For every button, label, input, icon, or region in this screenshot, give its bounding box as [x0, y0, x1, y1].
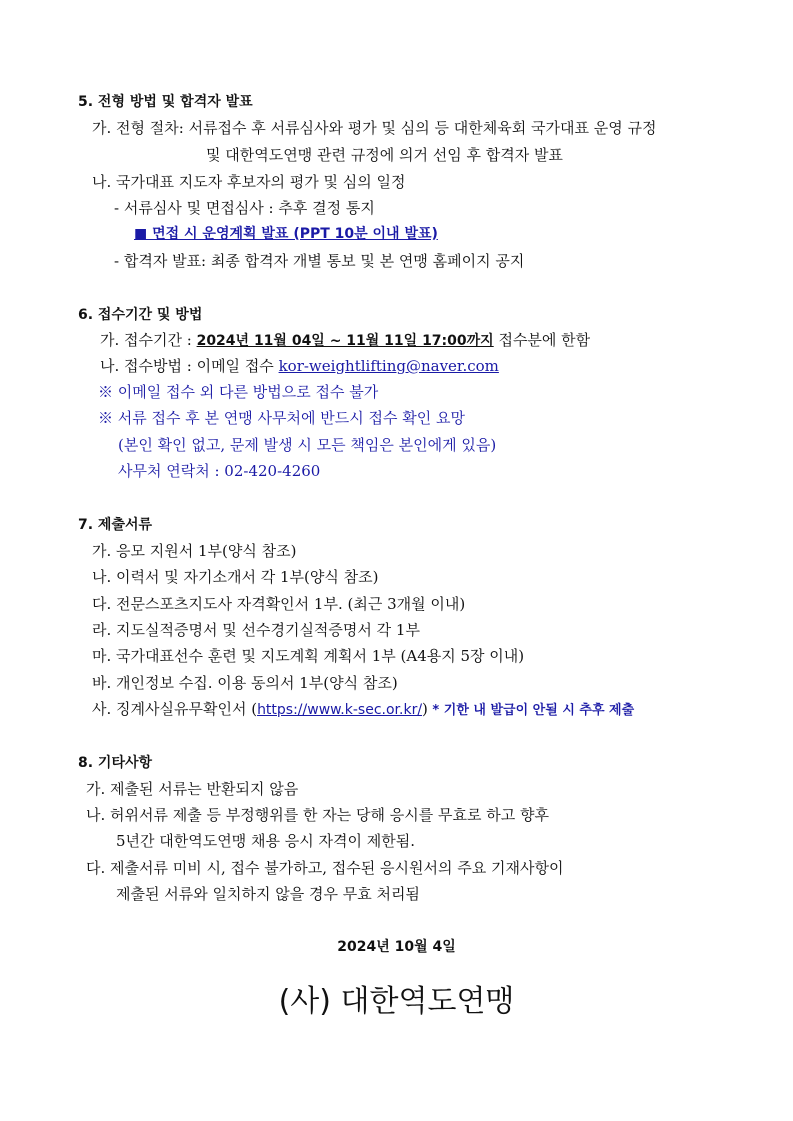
- s6-note-email-only: ※ 이메일 접수 외 다른 방법으로 접수 불가: [98, 383, 379, 401]
- s8-item-a: 가. 제출된 서류는 반환되지 않음: [86, 780, 299, 798]
- s8-item-c-line2: 제출된 서류와 일치하지 않을 경우 무효 처리됨: [116, 885, 420, 903]
- k-sec-link[interactable]: https://www.k-sec.or.kr/: [257, 702, 423, 718]
- s7-item: 가. 응모 지원서 1부(양식 참조): [92, 542, 297, 560]
- s6-office-contact: 사무처 연락처 : 02-420-4260: [118, 462, 321, 480]
- s7-close-paren: ): [422, 700, 428, 718]
- section-5-title: 5. 전형 방법 및 합격자 발표: [78, 94, 253, 110]
- s6-period-line: [100, 330, 590, 351]
- s5-procedure-line2: 및 대한역도연맹 관련 규정에 의거 선임 후 합격자 발표: [206, 146, 563, 164]
- s7-disciplinary-prefix: 사. 징계사실유무확인서 (: [92, 700, 258, 718]
- s6-period-suffix: 접수분에 한함: [493, 331, 591, 349]
- s5-review-item: - 서류심사 및 면접심사 : 추후 결정 통지: [114, 199, 375, 217]
- s7-item: 나. 이력서 및 자기소개서 각 1부(양식 참조): [92, 568, 379, 586]
- s6-note-confirm: ※ 서류 접수 후 본 연맹 사무처에 반드시 접수 확인 요망: [98, 409, 465, 427]
- s6-note-responsibility: (본인 확인 없고, 문제 발생 시 모든 책임은 본인에게 있음): [118, 436, 497, 454]
- s5-procedure-line1: 가. 전형 절차: 서류접수 후 서류심사와 평가 및 심의 등 대한체육회 국가대표 운영 규정: [92, 119, 657, 137]
- s7-item: 다. 전문스포츠지도사 자격확인서 1부. (최근 3개월 이내): [92, 595, 466, 613]
- email-link[interactable]: kor-weightlifting@naver.com: [278, 357, 499, 375]
- s5-schedule-title: 나. 국가대표 지도자 후보자의 평가 및 심의 일정: [92, 173, 406, 191]
- s7-item: 라. 지도실적증명서 및 선수경기실적증명서 각 1부: [92, 621, 420, 639]
- s6-period-value: 2024년 11월 04일 ~ 11월 11일 17:00까지: [196, 333, 494, 349]
- s5-interview-note: ■ 면접 시 운영계획 발표 (PPT 10분 이내 발표): [134, 226, 438, 242]
- s8-item-c-line1: 다. 제출서류 미비 시, 접수 불가하고, 접수된 응시원서의 주요 기재사항이: [86, 859, 564, 877]
- s6-method-prefix: 나. 접수방법 : 이메일 접수: [100, 357, 279, 375]
- organization-name: (사) 대한역도연맹: [278, 984, 515, 1019]
- s8-item-b-line1: 나. 허위서류 제출 등 부정행위를 한 자는 당해 응시를 무효로 하고 향후: [86, 806, 549, 824]
- s7-item-last: [92, 699, 634, 721]
- s6-period-prefix: 가. 접수기간 :: [100, 331, 197, 349]
- s5-announcement-item: - 합격자 발표: 최종 합격자 개별 통보 및 본 연맹 홈페이지 공지: [114, 252, 525, 270]
- section-8-title: 8. 기타사항: [78, 755, 153, 771]
- document-date: 2024년 10월 4일: [337, 939, 456, 955]
- s8-item-b-line2: 5년간 대한역도연맹 채용 응시 자격이 제한됨.: [116, 832, 415, 850]
- section-6-title: 6. 접수기간 및 방법: [78, 307, 203, 323]
- s6-method-line: [100, 356, 499, 376]
- s7-deadline-note: * 기한 내 발급이 안될 시 추후 제출: [427, 703, 635, 718]
- section-7-title: 7. 제출서류: [78, 517, 153, 533]
- s7-item: 마. 국가대표선수 훈련 및 지도계획 계획서 1부 (A4용지 5장 이내): [92, 647, 525, 665]
- s7-item: 바. 개인정보 수집. 이용 동의서 1부(양식 참조): [92, 674, 398, 692]
